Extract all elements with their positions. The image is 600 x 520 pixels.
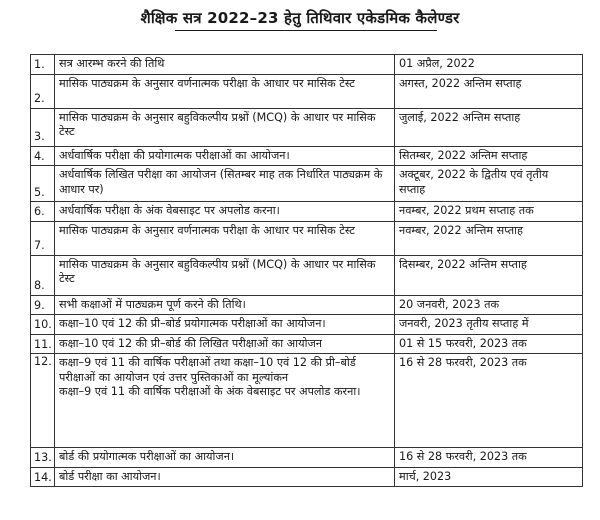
row-number: 12.: [31, 354, 55, 448]
calendar-table: [30, 54, 583, 487]
row-number: 2.: [31, 74, 55, 108]
activity-cell: अर्धवार्षिक परीक्षा की प्रयोगात्मक परीक्षाओं का आयोजन।: [55, 146, 395, 166]
activity-cell: मासिक पाठ्यक्रम के अनुसार बहुविकल्पीय प्रश्नों (MCQ) के आधार पर मासिक टेस्ट: [55, 108, 395, 146]
activity-text: कक्षा–9 एवं 11 की वार्षिक परीक्षाओं तथा कक्षा–10 एवं 12 की प्री–बोर्ड परीक्षाओं का आयोजन एवं उत्तर पुस्तिकाओं का मूल्यांकन: [59, 356, 356, 384]
table-row: [31, 166, 583, 202]
activity-cell: बोर्ड परीक्षा का आयोजन।: [55, 467, 395, 487]
row-number: 3.: [31, 108, 55, 146]
date-cell: दिसम्बर, 2022 अन्तिम सप्ताह: [395, 255, 583, 295]
date-cell: 20 जनवरी, 2023 तक: [395, 295, 583, 315]
activity-cell: अर्धवार्षिक परीक्षा के अंक वेबसाइट पर अपलोड करना।: [55, 202, 395, 222]
activity-cell: मासिक पाठ्यक्रम के अनुसार बहुविकल्पीय प्रश्नों (MCQ) के आधार पर मासिक टेस्ट: [55, 255, 395, 295]
row-number: 13.: [31, 448, 55, 468]
table-row: [31, 334, 583, 354]
activity-cell: कक्षा–10 एवं 12 की प्री–बोर्ड की लिखित परीक्षाओं का आयोजन: [55, 334, 395, 354]
row-number: 9.: [31, 295, 55, 315]
table-row: [31, 448, 583, 468]
row-number: 11.: [31, 334, 55, 354]
activity-cell: मासिक पाठ्यक्रम के अनुसार वर्णनात्मक परीक्षा के आधार पर मासिक टेस्ट: [55, 221, 395, 255]
row-number: 1.: [31, 55, 55, 75]
row-number: 10.: [31, 315, 55, 335]
table-row: [31, 467, 583, 487]
row-number: 5.: [31, 166, 55, 202]
date-cell: 01 अप्रैल, 2022: [395, 55, 583, 75]
activity-cell: बोर्ड की प्रयोगात्मक परीक्षाओं का आयोजन।: [55, 448, 395, 468]
table-row: [31, 74, 583, 108]
activity-cell: सत्र आरम्भ करने की तिथि: [55, 55, 395, 75]
date-cell: 01 से 15 फरवरी, 2023 तक: [395, 334, 583, 354]
table-row: [31, 146, 583, 166]
table-row: [31, 221, 583, 255]
date-cell: जनवरी, 2023 तृतीय सप्ताह में: [395, 315, 583, 335]
date-cell: अक्टूबर, 2022 के द्वितीय एवं तृतीय सप्ताह: [395, 166, 583, 202]
table-row: [31, 315, 583, 335]
activity-cell: अर्धवार्षिक लिखित परीक्षा का आयोजन (सितम्बर माह तक निर्धारित पाठ्यक्रम के आधार पर): [55, 166, 395, 202]
row-number: 7.: [31, 221, 55, 255]
page-title: शैक्षिक सत्र 2022–23 हेतु तिथिवार एकेडमिक कैलेण्डर: [140, 9, 460, 27]
table-row: [31, 55, 583, 75]
row-number: 4.: [31, 146, 55, 166]
table-row: [31, 108, 583, 146]
table-row: [31, 295, 583, 315]
date-cell: मार्च, 2023: [395, 467, 583, 487]
date-cell: जुलाई, 2022 अन्तिम सप्ताह: [395, 108, 583, 146]
date-cell: अगस्त, 2022 अन्तिम सप्ताह: [395, 74, 583, 108]
date-cell: 16 से 28 फरवरी, 2023 तक: [395, 448, 583, 468]
date-cell: नवम्बर, 2022 अन्तिम सप्ताह: [395, 221, 583, 255]
activity-cell: कक्षा–10 एवं 12 की प्री–बोर्ड प्रयोगात्मक परीक्षाओं का आयोजन।: [55, 315, 395, 335]
title-underline: [175, 30, 437, 31]
date-cell: सितम्बर, 2022 अन्तिम सप्ताह: [395, 146, 583, 166]
activity-text-upload: कक्षा–9 एवं 11 की वार्षिक परीक्षाओं के अंक वेबसाइट पर अपलोड करना।: [59, 385, 361, 398]
table-row: [31, 354, 583, 448]
activity-cell: [55, 354, 395, 448]
date-cell: 16 से 28 फरवरी, 2023 तक: [395, 354, 583, 448]
row-number: 8.: [31, 255, 55, 295]
table-row: [31, 255, 583, 295]
row-number: 6.: [31, 202, 55, 222]
row-number: 14.: [31, 467, 55, 487]
activity-cell: मासिक पाठ्यक्रम के अनुसार वर्णनात्मक परीक्षा के आधार पर मासिक टेस्ट: [55, 74, 395, 108]
table-row: [31, 202, 583, 222]
activity-cell: सभी कक्षाओं में पाठ्यक्रम पूर्ण करने की तिथि।: [55, 295, 395, 315]
date-cell: नवम्बर, 2022 प्रथम सप्ताह तक: [395, 202, 583, 222]
